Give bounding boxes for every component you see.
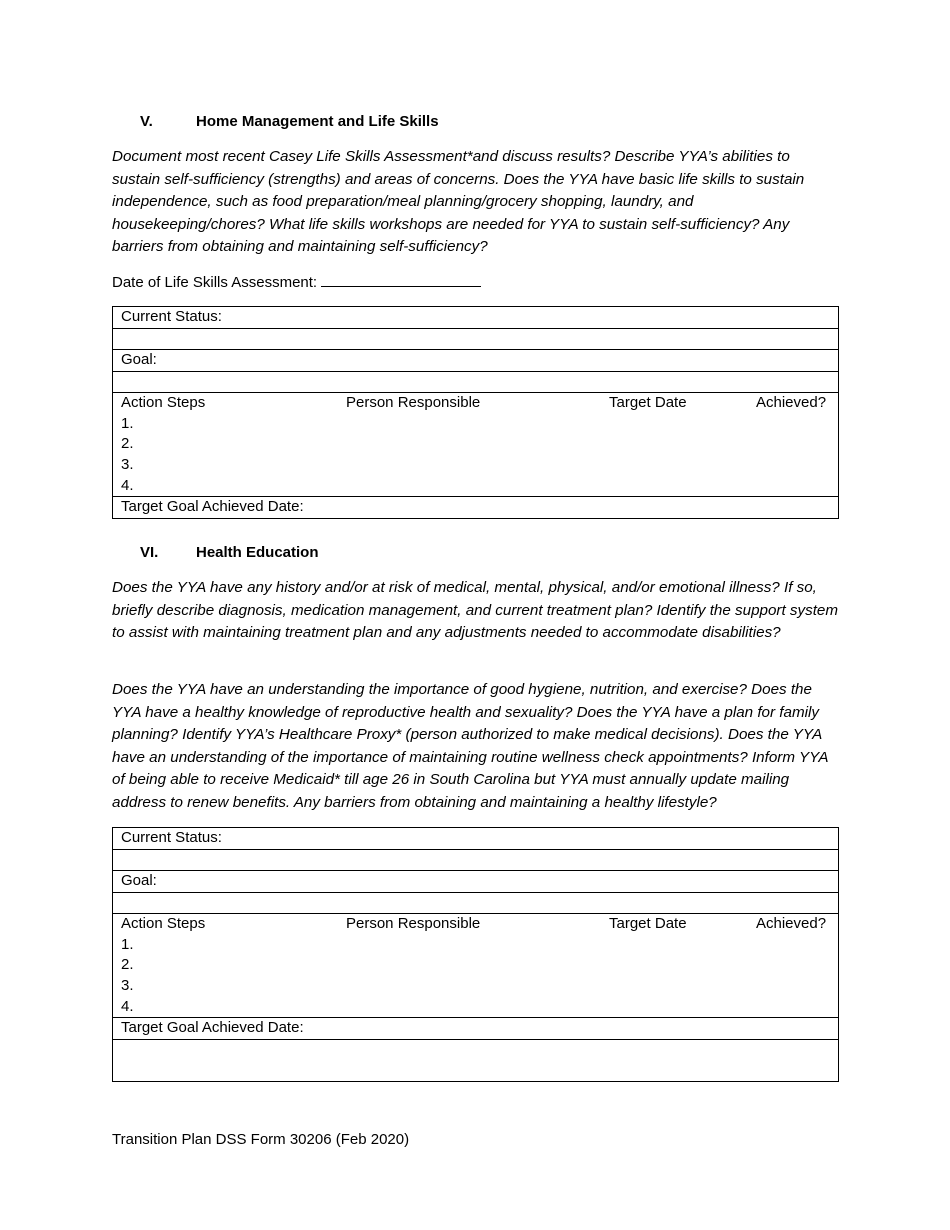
assessment-date-label: Date of Life Skills Assessment: [112, 274, 318, 291]
person-responsible-header: Person Responsible [346, 394, 481, 411]
current-status-field[interactable] [113, 849, 838, 871]
target-date-header: Target Date [609, 394, 687, 411]
current-status-field[interactable] [113, 328, 838, 350]
section-6-prompt-2: Does the YYA have an understanding the importance of good hygiene, nutrition, and exercise? Does the YYA have a healthy knowledge of reproductive health and sexuality? Does the YYA have a plan for family planning? Identify YYA’s Healthcare Proxy* (person authorized to make medical decisions). Does the YYA have an understanding of the importance of maintaining routine wellness check appointments? Inform YYA of being able to receive Medicaid* till age 26 in South Carolina but YYA must annually update mailing address to renew benefits. Any barriers from obtaining and maintaining a healthy lifestyle? [112, 681, 828, 811]
person-responsible-header: Person Responsible [346, 915, 481, 932]
action-step-1[interactable]: 1. [121, 935, 134, 953]
section-6-number: VI. [140, 544, 159, 561]
action-steps-header: Action Steps [121, 394, 206, 411]
goal-label: Goal: [113, 870, 838, 892]
current-status-label: Current Status: [121, 829, 222, 846]
section-6-plan-table [112, 827, 839, 1082]
action-steps-block [113, 913, 838, 1017]
section-6-prompt-1: Does the YYA have any history and/or at risk of medical, mental, physical, and/or emotional illness? If so, briefly describe diagnosis, medication management, and current treatment plan? Identify the support system to assist with maintaining treatment plan and any adjustments needed to accommodate disabilities? [112, 579, 839, 641]
goal-field[interactable] [113, 892, 838, 914]
action-step-3[interactable]: 3. [121, 456, 134, 474]
action-steps-column [121, 914, 205, 1018]
section-5-plan-table [112, 306, 839, 519]
current-status-label: Current Status: [121, 308, 222, 325]
section-5-prompt: Document most recent Casey Life Skills Assessment*and discuss results? Describe YYA’s abilities to sustain self-sufficiency (strengths) and areas of concerns. Does the YYA have basic life skills to sustain independence, such as food preparation/meal planning/grocery shopping, laundry, and housekeeping/chores? What life skills workshops are needed for YYA to sustain self-sufficiency? Any barriers from obtaining and maintaining self-sufficiency? [112, 148, 805, 255]
action-steps-column [121, 393, 205, 497]
section-5-heading [140, 113, 439, 130]
target-goal-date-label[interactable]: Target Goal Achieved Date: [113, 496, 838, 518]
section-6-heading [140, 544, 319, 561]
section-5-title: Home Management and Life Skills [196, 113, 439, 130]
goal-field[interactable] [113, 371, 838, 393]
form-footer: Transition Plan DSS Form 30206 (Feb 2020) [112, 1131, 410, 1148]
action-step-4[interactable]: 4. [121, 476, 134, 494]
goal-label: Goal: [113, 349, 838, 371]
achieved-header: Achieved? [756, 394, 827, 411]
target-goal-date-label: Target Goal Achieved Date: [113, 1017, 838, 1039]
action-steps-header: Action Steps [121, 915, 206, 932]
section-6-title: Health Education [196, 544, 319, 561]
action-step-2[interactable]: 2. [121, 435, 134, 453]
action-step-3[interactable]: 3. [121, 977, 134, 995]
target-goal-date-field[interactable] [113, 1039, 838, 1081]
section-5-number: V. [140, 113, 153, 130]
assessment-date-field[interactable] [321, 272, 481, 287]
assessment-date-line [112, 272, 481, 291]
action-step-4[interactable]: 4. [121, 997, 134, 1015]
target-date-header: Target Date [609, 915, 687, 932]
action-step-1[interactable]: 1. [121, 414, 134, 432]
action-step-2[interactable]: 2. [121, 956, 134, 974]
action-steps-block [113, 392, 838, 496]
achieved-header: Achieved? [756, 915, 827, 932]
